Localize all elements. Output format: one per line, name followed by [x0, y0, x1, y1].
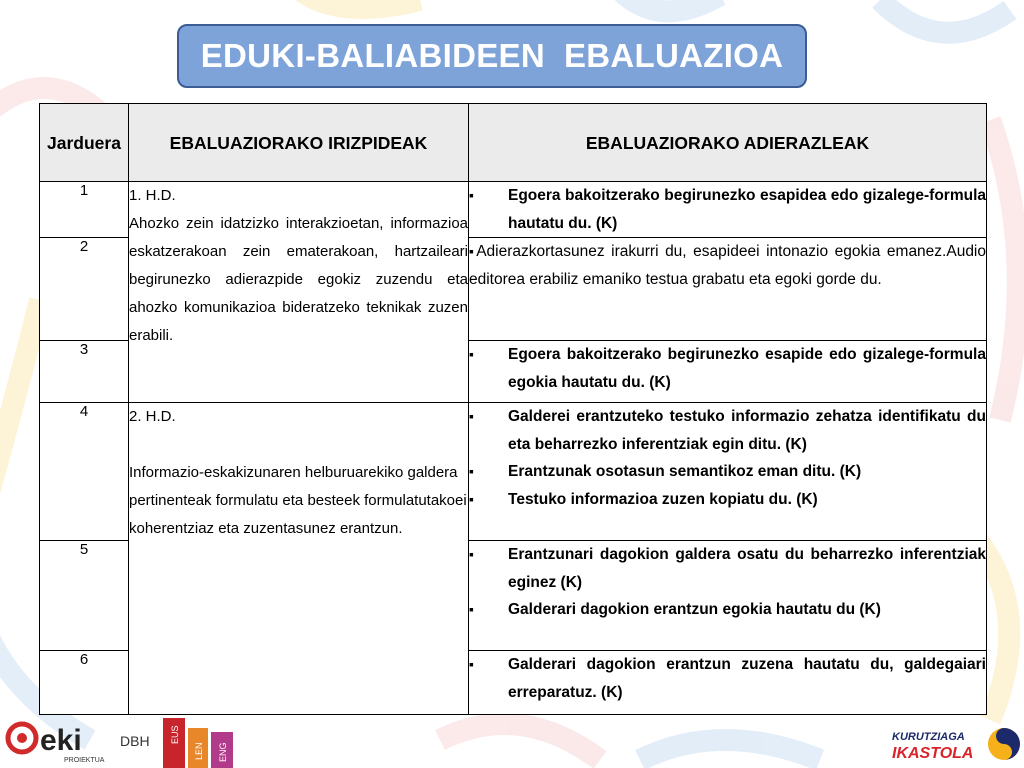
- slide-title: EDUKI-BALIABIDEEN EBALUAZIOA: [200, 37, 784, 74]
- eki-logo-dot-icon: [17, 733, 27, 743]
- indicators-cell: [469, 651, 987, 715]
- indicator-item: ▪ Galderei erantzuteko testuko informazio zehatza identifikatu du eta beharrezko inferentziak egin ditu. (K): [469, 403, 986, 458]
- activity-number: 3: [40, 341, 129, 403]
- level-label: DBH: [120, 733, 150, 749]
- indicator-item: ▪ Adierazkortasunez irakurri du, esapideei intonazio egokia emanez.Audio editorea erabiliz emaniko testua grabatu eta egoki gorde du.: [469, 238, 986, 293]
- criteria-text: Informazio-eskakizunaren helburuarekiko galdera pertinenteak formulatu eta besteek formulatutakoei koherentziaz eta zuzentasunez erantzun.: [129, 464, 467, 537]
- criteria-code: 1. H.D.: [129, 187, 176, 204]
- criteria-cell-2: [129, 403, 469, 715]
- eki-logo-text: eki: [40, 724, 82, 757]
- evaluation-table: [39, 103, 987, 715]
- school-name-line1: KURUTZIAGA: [892, 731, 965, 743]
- criteria-code: 2. H.D.: [129, 408, 176, 425]
- indicator-item: ▪ Testuko informazioa zuzen kopiatu du. (K): [469, 486, 986, 514]
- book-label: ENG: [218, 742, 228, 762]
- eki-logo-subtext: PROIEKTUA: [64, 757, 105, 764]
- header-indicators: EBALUAZIORAKO ADIERAZLEAK: [469, 104, 987, 182]
- school-name-line2: IKASTOLA: [892, 745, 974, 762]
- indicator-item: ▪ Galderari dagokion erantzun zuzena hautatu du, galdegaiari erreparatuz. (K): [469, 651, 986, 706]
- table-row: [40, 182, 987, 238]
- table-row: [40, 403, 987, 541]
- indicator-item: ▪ Egoera bakoitzerako begirunezko esapide edo gizalege-formula egokia hautatu du. (K): [469, 341, 986, 396]
- header-activity: Jarduera: [40, 104, 129, 182]
- slide-title-box: [177, 24, 807, 88]
- indicator-item: ▪ Egoera bakoitzerako begirunezko esapidea edo gizalege-formula hautatu du. (K): [469, 182, 986, 237]
- activity-number: 6: [40, 651, 129, 715]
- indicators-cell: [469, 541, 987, 651]
- indicator-item: ▪ Erantzunak osotasun semantikoz eman ditu. (K): [469, 458, 986, 486]
- book-label: EUS: [170, 725, 180, 744]
- criteria-text: Ahozko zein idatzizko interakzioetan, informazioa eskatzerakoan zein ematerakoan, hartzaileari begirunezko adierazpide egokiz zuzendu eta ahozko komunikazioa bideratzeko teknikak zuzen erabili.: [129, 215, 468, 344]
- kurutziaga-ikastola-logo: [890, 722, 1024, 768]
- activity-number: 2: [40, 238, 129, 341]
- activity-number: 1: [40, 182, 129, 238]
- activity-number: 5: [40, 541, 129, 651]
- indicators-cell: [469, 403, 987, 541]
- eki-project-logo: [0, 714, 260, 768]
- indicators-cell: [469, 238, 987, 341]
- book-label: LEN: [194, 742, 204, 760]
- criteria-cell-1: [129, 182, 469, 403]
- activity-number: 4: [40, 403, 129, 541]
- indicator-item: ▪ Erantzunari dagokion galdera osatu du beharrezko inferentziak eginez (K): [469, 541, 986, 596]
- indicators-cell: [469, 341, 987, 403]
- header-criteria: EBALUAZIORAKO IRIZPIDEAK: [129, 104, 469, 182]
- indicator-item: ▪ Galderari dagokion erantzun egokia hautatu du (K): [469, 596, 986, 624]
- indicators-cell: [469, 182, 987, 238]
